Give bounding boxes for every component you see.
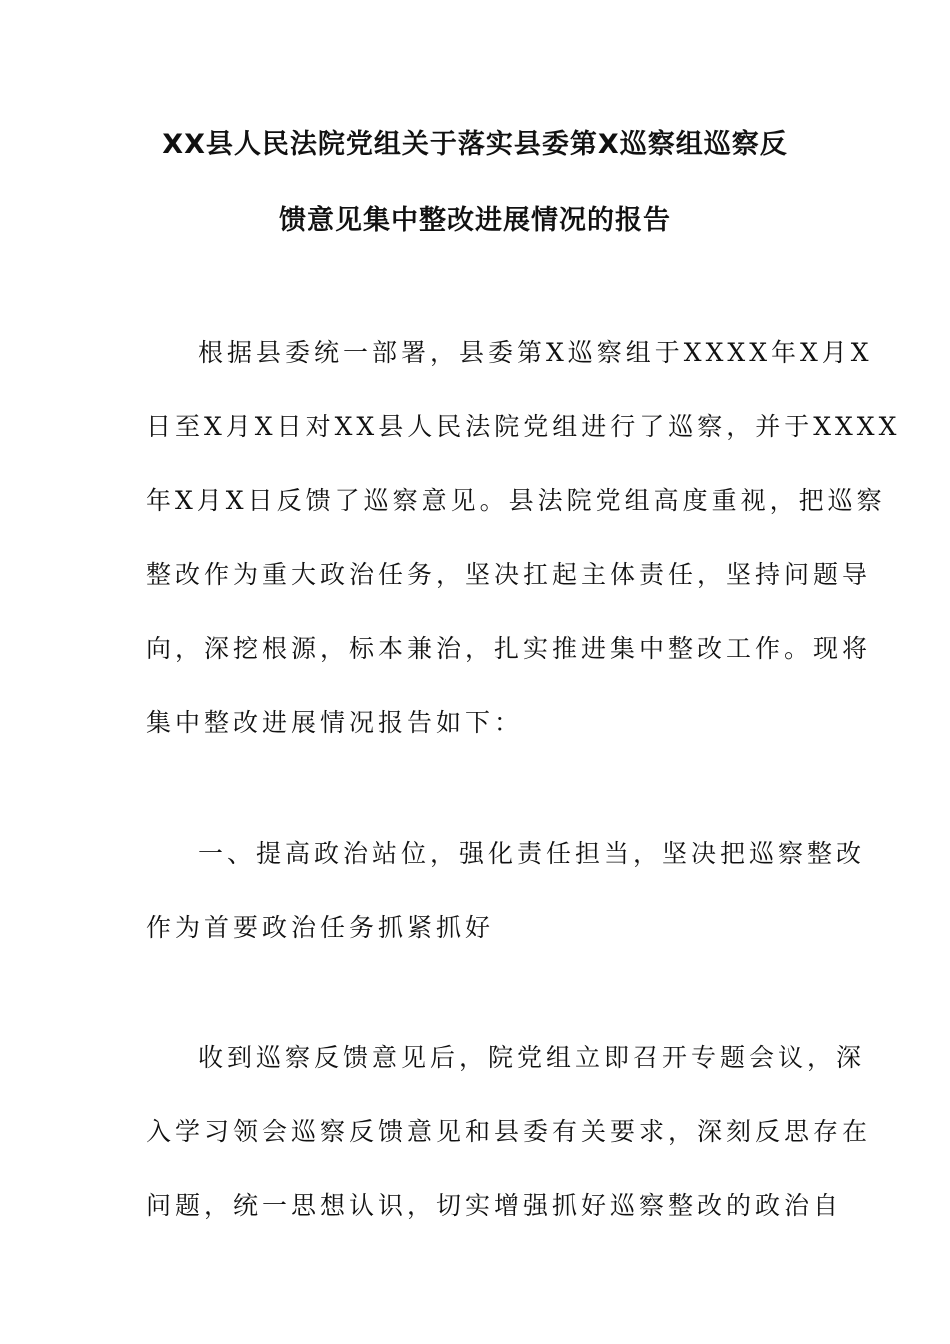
paragraph-1-line-5: 向，深挖根源，标本兼治，扎实推进集中整改工作。现将 (146, 634, 872, 663)
paragraph-1-line-3: 年X月X日反馈了巡察意见。县法院党组高度重视，把巡察 (146, 486, 886, 515)
paragraph-2-line-2: 入学习领会巡察反馈意见和县委有关要求，深刻反思存在 (146, 1117, 872, 1146)
document-title-line-1: XX县人民法院党组关于落实县委第X巡察组巡察反 (162, 129, 788, 160)
section-heading-1-line-1: 一、提高政治站位，强化责任担当，坚决把巡察整改 (198, 839, 866, 868)
paragraph-1-line-2: 日至X月X日对XX县人民法院党组进行了巡察，并于XXXX (146, 412, 901, 441)
paragraph-2-line-3: 问题，统一思想认识，切实增强抓好巡察整改的政治自 (146, 1191, 843, 1220)
paragraph-2-line-1: 收到巡察反馈意见后，院党组立即召开专题会议，深 (198, 1043, 866, 1072)
section-heading-1-line-2: 作为首要政治任务抓紧抓好 (146, 913, 495, 942)
document-title-line-2: 馈意见集中整改进展情况的报告 (279, 205, 671, 236)
paragraph-1-line-1: 根据县委统一部署，县委第X巡察组于XXXX年X月X (198, 338, 873, 367)
paragraph-1-line-6: 集中整改进展情况报告如下： (146, 708, 524, 737)
paragraph-1-line-4: 整改作为重大政治任务，坚决扛起主体责任，坚持问题导 (146, 560, 872, 589)
